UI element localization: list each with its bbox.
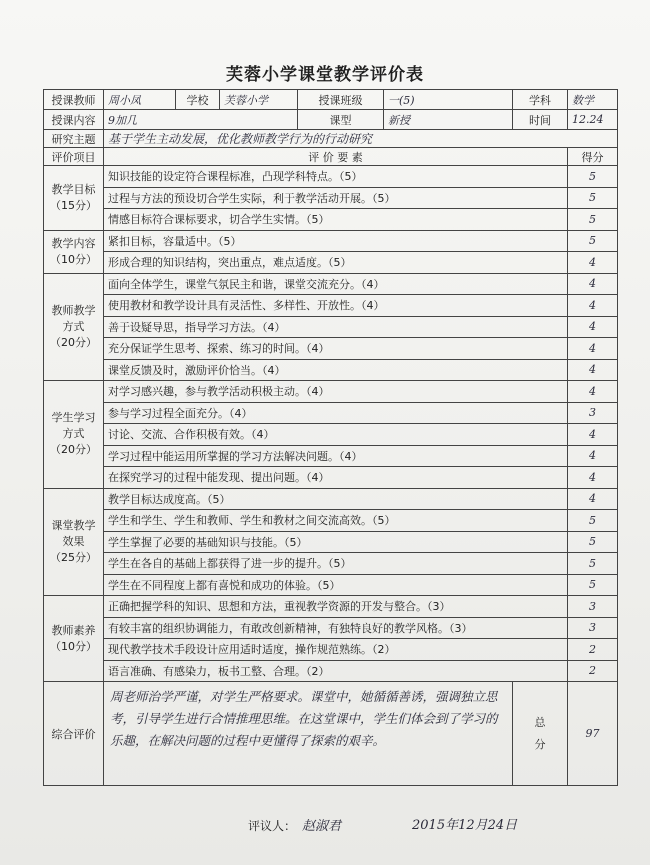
criterion-row <box>44 273 618 295</box>
criterion-text: 过程与方法的预设切合学生实际，利于教学活动开展。（5） <box>104 187 568 209</box>
time-value: 12.24 <box>568 110 618 130</box>
criterion-text: 参与学习过程全面充分。（4） <box>104 402 568 424</box>
subject-value: 数学 <box>568 90 618 110</box>
topic-label: 研究主题 <box>44 130 104 148</box>
criterion-text: 在探究学习的过程中能发现、提出问题。（4） <box>104 467 568 489</box>
criterion-text: 面向全体学生，课堂气氛民主和谐，课堂交流充分。（4） <box>104 273 568 295</box>
summary-comment-cell <box>104 682 513 786</box>
criterion-row <box>44 230 618 252</box>
lesson-type-label: 课型 <box>298 110 384 130</box>
teacher-value: 周小凤 <box>104 90 176 110</box>
total-label <box>513 682 568 786</box>
criterion-row <box>44 252 618 274</box>
evaluator <box>248 815 341 834</box>
criterion-score: 5 <box>568 166 618 188</box>
criterion-text: 充分保证学生思考、探索、练习的时间。（4） <box>104 338 568 360</box>
criterion-text: 有较丰富的组织协调能力，有敢改创新精神，有独特良好的教学风格。（3） <box>104 617 568 639</box>
criterion-row <box>44 338 618 360</box>
criterion-text: 善于设疑导思，指导学习方法。（4） <box>104 316 568 338</box>
evaluator-signature: 赵淑君 <box>302 819 342 834</box>
criterion-score: 4 <box>568 252 618 274</box>
criterion-row <box>44 359 618 381</box>
content-label: 授课内容 <box>44 110 104 130</box>
total-label-char: 分 <box>534 737 546 751</box>
criterion-score: 4 <box>568 273 618 295</box>
criterion-text: 学生在各自的基础上都获得了进一步的提升。（5） <box>104 553 568 575</box>
criterion-score: 2 <box>568 660 618 682</box>
criterion-text: 紧扣目标，容量适中。（5） <box>104 230 568 252</box>
criterion-text: 语言准确、有感染力，板书工整、合理。（2） <box>104 660 568 682</box>
form-title: 芙蓉小学课堂教学评价表 <box>226 65 424 85</box>
total-score: 97 <box>568 682 618 786</box>
teacher-label: 授课教师 <box>44 90 104 110</box>
criterion-score: 4 <box>568 424 618 446</box>
section-name-line: （10分） <box>50 252 97 266</box>
section-name-line: （10分） <box>50 639 97 653</box>
info-row-1 <box>44 90 618 110</box>
criterion-score: 4 <box>568 445 618 467</box>
criterion-score: 3 <box>568 617 618 639</box>
criterion-row <box>44 553 618 575</box>
section-name-line: 教师教学 <box>51 303 96 317</box>
element-header: 评 价 要 素 <box>104 148 568 166</box>
section-name <box>44 381 104 489</box>
item-header: 评价项目 <box>44 148 104 166</box>
school-value: 芙蓉小学 <box>220 90 298 110</box>
criterion-score: 5 <box>568 553 618 575</box>
topic-row <box>44 130 618 148</box>
criterion-row <box>44 531 618 553</box>
criterion-text: 学生掌握了必要的基础知识与技能。（5） <box>104 531 568 553</box>
criterion-row <box>44 639 618 661</box>
section-name-line: （20分） <box>50 443 97 457</box>
class-label: 授课班级 <box>298 90 384 110</box>
section-name-line: （25分） <box>50 550 97 564</box>
criterion-row <box>44 166 618 188</box>
content-value: 9加几 <box>104 110 298 130</box>
section-name <box>44 230 104 273</box>
criterion-score: 5 <box>568 531 618 553</box>
summary-label: 综合评价 <box>44 682 104 786</box>
time-label: 时间 <box>513 110 568 130</box>
criterion-score: 4 <box>568 359 618 381</box>
criterion-row <box>44 596 618 618</box>
criterion-row <box>44 660 618 682</box>
criterion-score: 4 <box>568 381 618 403</box>
info-row-2 <box>44 110 618 130</box>
criterion-text: 知识技能的设定符合课程标准，凸现学科特点。（5） <box>104 166 568 188</box>
section-name-line: 教学内容 <box>51 236 96 250</box>
evaluation-date: 2015年12月24日 <box>412 818 518 833</box>
criterion-text: 学生和学生、学生和教师、学生和教材之间交流高效。（5） <box>104 510 568 532</box>
criterion-score: 4 <box>568 488 618 510</box>
lesson-type-value: 新授 <box>384 110 513 130</box>
criterion-row <box>44 402 618 424</box>
criterion-score: 4 <box>568 316 618 338</box>
criterion-row <box>44 209 618 231</box>
section-name-line: 教师素养 <box>51 623 96 637</box>
criterion-score: 4 <box>568 467 618 489</box>
evaluator-label: 评议人： <box>248 819 297 833</box>
section-name-line: 教学目标 <box>51 182 96 196</box>
criterion-row <box>44 488 618 510</box>
section-name-line: 课堂教学 <box>51 518 96 532</box>
criterion-score: 3 <box>568 596 618 618</box>
section-name <box>44 596 104 682</box>
criterion-score: 5 <box>568 209 618 231</box>
criterion-score: 5 <box>568 510 618 532</box>
criterion-score: 3 <box>568 402 618 424</box>
criterion-score: 5 <box>568 230 618 252</box>
summary-row <box>44 682 618 786</box>
criterion-row <box>44 424 618 446</box>
section-name <box>44 166 104 231</box>
section-name-line: （20分） <box>50 335 97 349</box>
criterion-text: 学习过程中能运用所掌握的学习方法解决问题。（4） <box>104 445 568 467</box>
topic-value: 基于学生主动发展，优化教师教学行为的行动研究 <box>104 130 618 148</box>
total-label-char: 总 <box>534 715 546 729</box>
criterion-text: 情感目标符合课标要求，切合学生实情。（5） <box>104 209 568 231</box>
criterion-text: 正确把握学科的知识、思想和方法，重视教学资源的开发与整合。（3） <box>104 596 568 618</box>
criterion-score: 4 <box>568 295 618 317</box>
criterion-row <box>44 187 618 209</box>
criterion-text: 课堂反馈及时，激励评价恰当。（4） <box>104 359 568 381</box>
section-name-line: 方式 <box>62 427 85 441</box>
summary-comment: 周老师治学严谨，对学生严格要求。课堂中，她循循善诱，强调独立思考，引导学生进行合情推理思维。在这堂课中，学生们体会到了学习的乐趣，在解决问题的过程中更懂得了探索的艰辛。 <box>110 689 498 748</box>
criterion-text: 对学习感兴趣，参与教学活动积极主动。（4） <box>104 381 568 403</box>
criterion-score: 2 <box>568 639 618 661</box>
criterion-text: 讨论、交流、合作积极有效。（4） <box>104 424 568 446</box>
criterion-score: 5 <box>568 574 618 596</box>
criterion-row <box>44 445 618 467</box>
criterion-text: 教学目标达成度高。（5） <box>104 488 568 510</box>
table-header-row <box>44 148 618 166</box>
class-value: 一(5) <box>384 90 513 110</box>
criterion-score: 5 <box>568 187 618 209</box>
criterion-row <box>44 510 618 532</box>
criterion-text: 使用教材和教学设计具有灵活性、多样性、开放性。（4） <box>104 295 568 317</box>
criterion-row <box>44 295 618 317</box>
criterion-row <box>44 467 618 489</box>
evaluation-table <box>43 89 618 786</box>
criterion-score: 4 <box>568 338 618 360</box>
section-name-line: 效果 <box>62 534 85 548</box>
criterion-text: 现代教学技术手段设计应用适时适度，操作规范熟练。（2） <box>104 639 568 661</box>
criterion-row <box>44 617 618 639</box>
school-label: 学校 <box>176 90 220 110</box>
criterion-row <box>44 381 618 403</box>
subject-label: 学科 <box>513 90 568 110</box>
section-name-line: （15分） <box>50 198 97 212</box>
criterion-text: 形成合理的知识结构，突出重点，难点适度。（5） <box>104 252 568 274</box>
section-name-line: 学生学习 <box>51 411 96 425</box>
section-name <box>44 273 104 381</box>
section-name-line: 方式 <box>62 319 85 333</box>
criterion-row <box>44 316 618 338</box>
section-name <box>44 488 104 596</box>
criterion-row <box>44 574 618 596</box>
score-header: 得分 <box>568 148 618 166</box>
criterion-text: 学生在不同程度上都有喜悦和成功的体验。（5） <box>104 574 568 596</box>
